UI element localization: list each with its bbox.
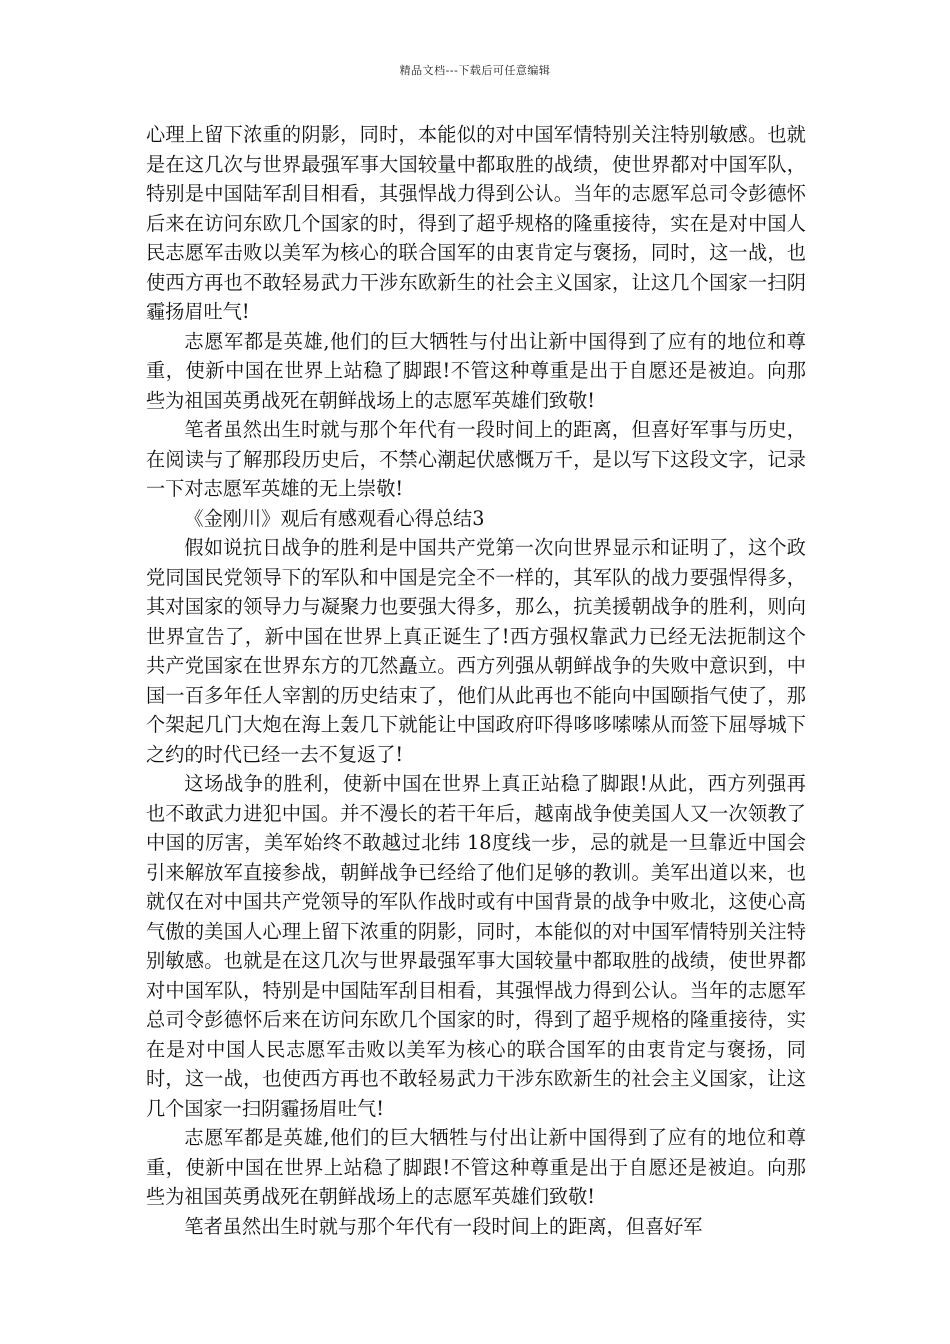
paragraph: 志愿军都是英雄,他们的巨大牺牲与付出让新中国得到了应有的地位和尊重，使新中国在世界上站稳了脚跟!不管这种尊重是出于自愿还是被迫。向那些为祖国英勇战死在朝鲜战场上的志愿军英雄们致敬! [146, 1126, 806, 1208]
section-heading: 《金刚川》观后有感观看心得总结3 [184, 506, 485, 530]
paragraph: 这场战争的胜利，使新中国在世界上真正站稳了脚跟!从此，西方列强再也不敢武力进犯中国。并不漫长的若干年后，越南战争使美国人又一次领教了中国的厉害，美军始终不敢越过北纬 18度线一步，忌的就是一旦靠近中国会引来解放军直接参战，朝鲜战争已经给了他们足够的教训。美军出道以来，也就仅在对中国共产党领导的军队作战时或有中国背景的战争中败北，这使心高气傲的美国人心理上留下浓重的阴影，同时，本能似的对中国军情特别关注特别敏感。也就是在这几次与世界最强军事大国较量中都取胜的战绩，使世界都对中国军队，特别是中国陆军刮目相看，其强悍战力得到公认。当年的志愿军总司令彭德怀后来在访问东欧几个国家的时，得到了超乎规格的隆重接待，实在是对中国人民志愿军击败以美军为核心的联合国军的由衷肯定与褒扬，同时，这一战，也使西方再也不敢轻易武力干涉东欧新生的社会主义国家，让这几个国家一扫阴霾扬眉吐气! [146, 772, 806, 1120]
page-header: 精品文档---下载后可任意编辑 [399, 64, 551, 77]
paragraph-continued: 心理上留下浓重的阴影，同时，本能似的对中国军情特别关注特别敏感。也就是在这几次与世界最强军事大国较量中都取胜的战绩，使世界都对中国军队，特别是中国陆军刮目相看，其强悍战力得到公认。当年的志愿军总司令彭德怀后来在访问东欧几个国家的时，得到了超乎规格的隆重接待，实在是对中国人民志愿军击败以美军为核心的联合国军的由衷肯定与褒扬，同时，这一战，也使西方再也不敢轻易武力干涉东欧新生的社会主义国家，让这几个国家一扫阴霾扬眉吐气! [146, 123, 806, 323]
paragraph-truncated: 笔者虽然出生时就与那个年代有一段时间上的距离，但喜好军 [184, 1214, 703, 1238]
paragraph: 笔者虽然出生时就与那个年代有一段时间上的距离，但喜好军事与历史，在阅读与了解那段历史后，不禁心潮起伏感慨万千，是以写下这段文字，记录一下对志愿军英雄的无上崇敬! [146, 418, 806, 500]
paragraph: 志愿军都是英雄,他们的巨大牺牲与付出让新中国得到了应有的地位和尊重，使新中国在世界上站稳了脚跟!不管这种尊重是出于自愿还是被迫。向那些为祖国英勇战死在朝鲜战场上的志愿军英雄们致敬! [146, 329, 806, 412]
paragraph: 假如说抗日战争的胜利是中国共产党第一次向世界显示和证明了，这个政党同国民党领导下的军队和中国是完全不一样的，其军队的战力要强悍得多，其对国家的领导力与凝聚力也要强大得多，那么，抗美援朝战争的胜利，则向世界宣告了，新中国在世界上真正诞生了!西方强权靠武力已经无法扼制这个共产党国家在世界东方的兀然矗立。西方列强从朝鲜战争的失败中意识到，中国一百多年任人宰割的历史结束了，他们从此再也不能向中国颐指气使了，那个架起几门大炮在海上轰几下就能让中国政府吓得哆哆嗦嗦从而签下屈辱城下之约的时代已经一去不复返了! [146, 536, 806, 766]
document-body [146, 120, 806, 1241]
